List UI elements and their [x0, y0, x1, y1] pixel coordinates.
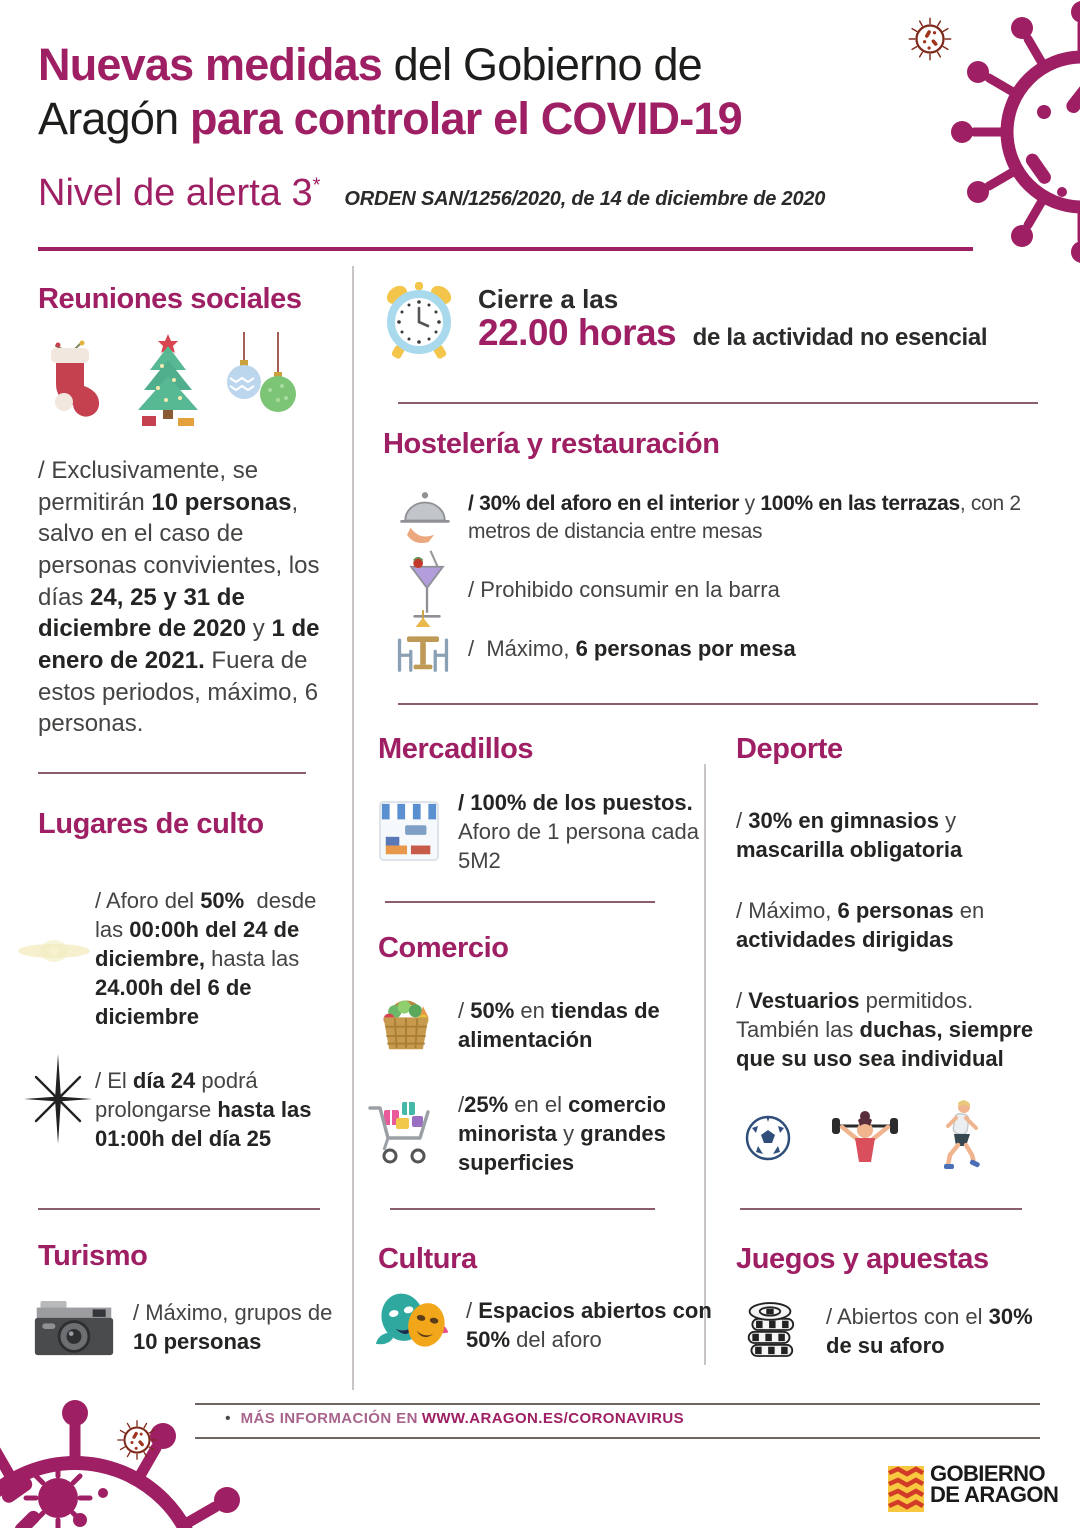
title-rest-1: del Gobierno de	[381, 39, 702, 90]
header-rule	[38, 247, 973, 251]
deporte-item-3: / Vestuarios permitidos. También las duchas, siempre que su uso sea individual	[736, 988, 1040, 1072]
section-title-culto: Lugares de culto	[38, 808, 264, 840]
alert-asterisk: *	[312, 174, 321, 197]
divider-left-column	[352, 266, 354, 1390]
closure-suffix: de la actividad no esencial	[692, 324, 988, 351]
footer-info-url: WWW.ARAGON.ES/CORONAVIRUS	[421, 1410, 685, 1427]
food-basket-icon	[376, 988, 436, 1056]
section-title-deporte: Deporte	[736, 733, 843, 765]
divider	[740, 1208, 1022, 1210]
bullet-icon: •	[225, 1410, 231, 1427]
footer-rule-bottom	[195, 1437, 1040, 1439]
divider	[38, 1208, 320, 1210]
hosteleria-item-1: / 30% del aforo en el interior y 100% en las terrazas, con 2 metros de distancia entre mesas	[468, 492, 1027, 543]
section-title-comercio: Comercio	[378, 932, 509, 964]
page-title	[38, 38, 918, 146]
section-title-cultura: Cultura	[378, 1243, 477, 1275]
title-prefix-2: Aragón	[38, 93, 191, 144]
section-title-reuniones: Reuniones sociales	[38, 283, 302, 315]
section-title-mercadillos: Mercadillos	[378, 733, 534, 765]
alarm-clock-icon	[383, 278, 455, 364]
alert-level-row	[38, 172, 825, 215]
divider	[398, 703, 1038, 705]
camera-icon	[33, 1298, 115, 1360]
serving-cloche-icon	[398, 488, 452, 544]
alert-level: Nivel de alerta 3*	[38, 172, 321, 214]
footer-info-prefix: MÁS INFORMACIÓN EN	[240, 1410, 418, 1427]
poker-chips-icon	[744, 1298, 796, 1362]
star-icon	[18, 1052, 98, 1146]
order-reference: ORDEN SAN/1256/2020, de 14 de diciembre de 2020	[344, 188, 826, 210]
divider	[385, 901, 655, 903]
turismo-item: / Máximo, grupos de 10 personas	[133, 1300, 339, 1355]
reuniones-paragraph: / Exclusivamente, se permitirán 10 personas, salvo en el caso de personas convivientes, los días 24, 25 y 31 de diciembre de 2020 y 1 de enero de 2021. Fuera de estos periodos, máximo, 6 personas.	[38, 457, 327, 738]
shopping-cart-icon	[366, 1092, 438, 1172]
juegos-item: / Abiertos con el 30% de su aforo	[826, 1304, 1039, 1359]
comercio-item-2: /25% en el comercio minorista y grandes superficies	[458, 1092, 673, 1176]
closure-prefix: Cierre a las	[478, 284, 619, 314]
closure-line	[478, 312, 987, 354]
christmas-stocking-icon	[42, 336, 102, 428]
logo-line-2: DE ARAGON	[930, 1481, 1059, 1507]
footer-info	[225, 1410, 684, 1428]
culto-item-2: / El día 24 podrá prolongarse hasta las 01:00h del día 25	[95, 1068, 318, 1152]
christmas-tree-icon	[128, 332, 208, 428]
divider	[398, 402, 1038, 404]
section-title-turismo: Turismo	[38, 1240, 148, 1272]
hosteleria-item-3: / Máximo, 6 personas por mesa	[468, 636, 796, 661]
weightlifter-icon	[828, 1106, 902, 1172]
section-title-juegos: Juegos y apuestas	[736, 1243, 989, 1275]
footer-rule-top	[195, 1403, 1040, 1405]
deporte-item-1: / 30% en gimnasios y mascarilla obligatoria	[736, 808, 963, 863]
theater-masks-icon	[374, 1290, 454, 1354]
candle-glow-icon	[15, 915, 93, 987]
market-stall-icon	[378, 800, 440, 862]
section-title-hosteleria: Hostelería y restauración	[383, 428, 720, 460]
closure-time: 22.00 horas	[478, 312, 677, 353]
soccer-ball-icon	[744, 1114, 792, 1162]
deporte-item-2: / Máximo, 6 personas en actividades dirigidas	[736, 898, 991, 953]
table-and-chairs-icon	[392, 608, 454, 678]
hosteleria-item-2: / Prohibido consumir en la barra	[468, 577, 780, 602]
title-accent-2: para controlar el COVID-19	[190, 93, 742, 144]
comercio-item-1: / 50% en tiendas de alimentación	[458, 998, 666, 1053]
divider	[38, 772, 306, 774]
aragon-flag-icon	[888, 1466, 924, 1512]
mercadillos-item: / 100% de los puestos. Aforo de 1 persona cada 5M2	[458, 790, 706, 874]
title-accent-1: Nuevas medidas	[38, 39, 382, 90]
runner-icon	[934, 1098, 982, 1172]
ornaments-icon	[220, 332, 302, 428]
divider	[390, 1208, 655, 1210]
culto-item-1: / Aforo del 50% desde las 00:00h del 24 de diciembre, hasta las 24.00h del 6 de diciembre	[95, 888, 323, 1030]
small-virus-bottom-icon	[112, 1415, 162, 1465]
gobierno-aragon-logo	[930, 1461, 1059, 1507]
cultura-item: / Espacios abiertos con 50% del aforo	[466, 1298, 718, 1353]
logo-line-1: GOBIERNO	[930, 1461, 1045, 1486]
